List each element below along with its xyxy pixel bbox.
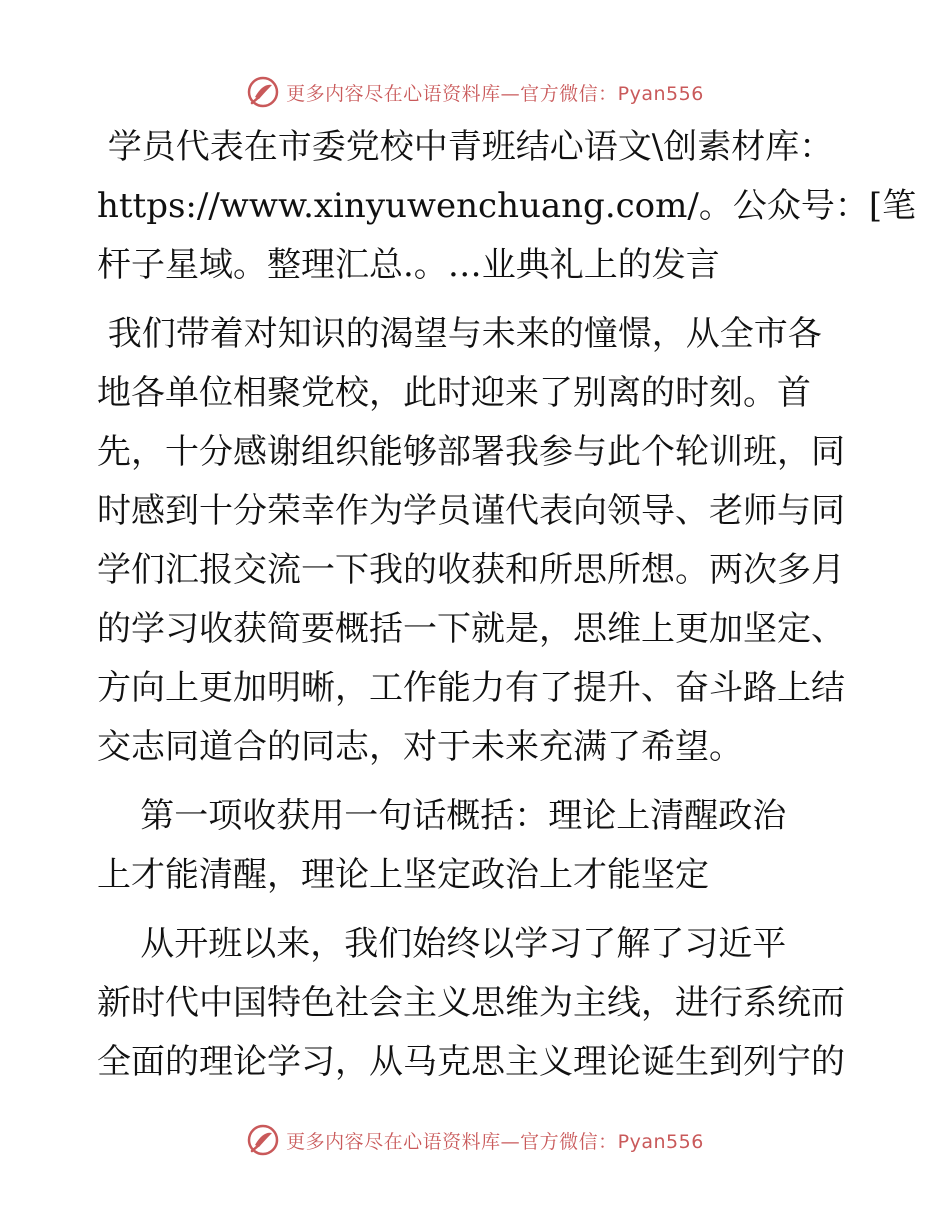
text-line: 上才能清醒，理论上坚定政治上才能坚定: [97, 855, 709, 895]
text-line: 时感到十分荣幸作为学员谨代表向领导、老师与同: [97, 491, 845, 531]
text-line: 从开班以来，我们始终以学习了解了习近平: [97, 924, 787, 964]
paragraph-3: [97, 915, 857, 1092]
brand-logo-icon: [246, 75, 280, 109]
text-line: 第一项收获用一句话概括：理论上清醒政治: [97, 796, 787, 836]
footer-watermark-text: 更多内容尽在心语资料库—官方微信：Pyan556: [286, 1130, 704, 1153]
header-watermark-text: 更多内容尽在心语资料库—官方微信：Pyan556: [286, 82, 704, 105]
text-line: 先，十分感谢组织能够部署我参与此个轮训班，同: [97, 432, 845, 472]
title-line: https://www.xinyuwenchuang.com/。公众号：[笔: [97, 186, 917, 226]
header-watermark: [0, 72, 950, 112]
text-line: 学们汇报交流一下我的收获和所思所想。两次多月: [97, 550, 845, 590]
paragraph-2: [97, 787, 857, 905]
document-title: [97, 118, 917, 295]
text-line: 方向上更加明晰，工作能力有了提升、奋斗路上结: [97, 668, 845, 708]
title-line: 杆子星域。整理汇总.。…业典礼上的发言: [97, 245, 720, 285]
text-line: 全面的理论学习，从马克思主义理论诞生到列宁的: [97, 1042, 845, 1082]
text-line: 我们带着对知识的渴望与未来的憧憬，从全市各: [97, 314, 822, 354]
text-line: 交志同道合的同志，对于未来充满了希望。: [97, 727, 743, 767]
paragraph-1: [97, 305, 857, 777]
title-line: 学员代表在市委党校中青班结心语文\创素材库：: [97, 127, 834, 167]
document-body: [97, 118, 917, 1092]
brand-logo-icon: [246, 1123, 280, 1157]
text-line: 的学习收获简要概括一下就是，思维上更加坚定、: [97, 609, 845, 649]
text-line: 新时代中国特色社会主义思维为主线，进行系统而: [97, 983, 845, 1023]
footer-watermark: [0, 1120, 950, 1160]
text-line: 地各单位相聚党校，此时迎来了别离的时刻。首: [97, 373, 811, 413]
